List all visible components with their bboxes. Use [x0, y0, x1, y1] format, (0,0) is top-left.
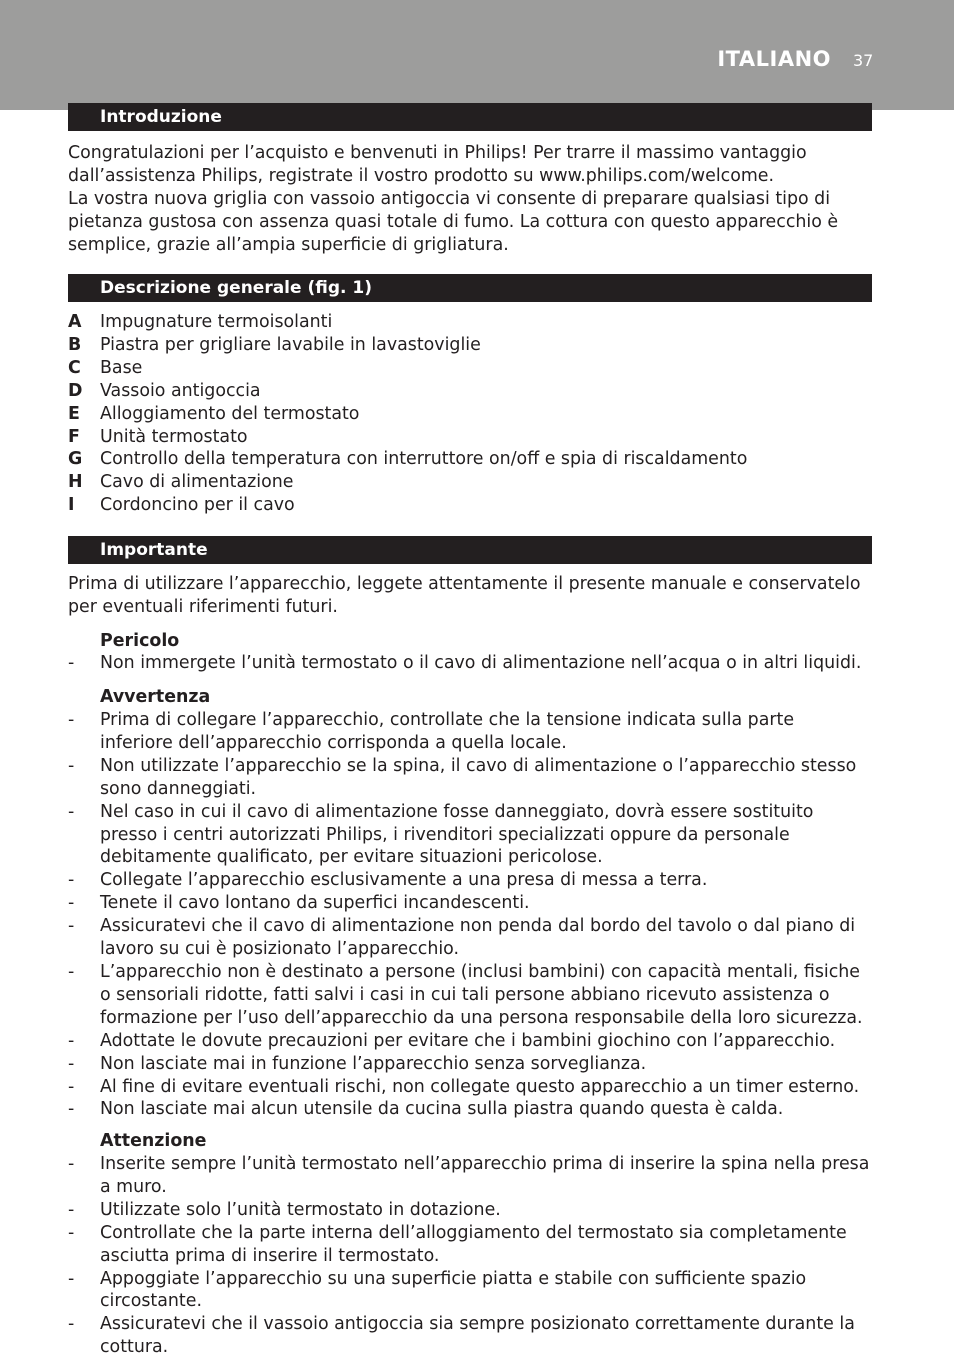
section-title-overview: Descrizione generale (fig. 1): [68, 274, 872, 302]
bullet-text: Inserite sempre l’unità termostato nell’apparecchio prima di inserire la spina nella presa a muro.: [100, 1154, 870, 1197]
bullet-text: L’apparecchio non è destinato a persone (inclusi bambini) con capacità mentali, fisiche o sensoriali ridotte, fatti salvi i casi in cui tali persone abbiano ricevuto assistenza o formazione per l’uso dell’apparecchio da una persona responsabile della loro sicurezza.: [100, 961, 863, 1028]
caution-item: [68, 1199, 872, 1222]
section-title-important: Importante: [68, 536, 872, 564]
bullet-dash: -: [68, 893, 75, 914]
danger-heading: Pericolo: [100, 631, 180, 651]
bullet-dash: -: [68, 1030, 75, 1051]
caution-item: [68, 1313, 872, 1359]
bullet-dash: -: [68, 801, 75, 822]
warning-item: [68, 869, 872, 892]
warning-list: [68, 709, 872, 1121]
caution-item: [68, 1153, 872, 1199]
warning-item: [68, 892, 872, 915]
intro-paragraph: Congratulazioni per l’acquisto e benvenuti in Philips! Per trarre il massimo vantaggio dall’assistenza Philips, registrate il vostro prodotto su www.philips.com/welcome.: [68, 143, 807, 186]
item-text: Cordoncino per il cavo: [100, 495, 295, 516]
bullet-text: Al fine di evitare eventuali rischi, non collegate questo apparecchio a un timer esterno.: [100, 1076, 860, 1097]
bullet-dash: -: [68, 653, 75, 673]
caution-heading: Attenzione: [100, 1131, 207, 1151]
overview-item: [68, 403, 872, 426]
item-letter: H: [68, 472, 83, 493]
bullet-text: Nel caso in cui il cavo di alimentazione fosse danneggiato, dovrà essere sostituito presso i centri autorizzati Philips, i rivenditori specializzati oppure da personale debitamente qualificato, per evitare situazioni pericolose.: [100, 801, 814, 868]
bullet-dash: -: [68, 1222, 75, 1243]
bullet-text: Assicuratevi che il cavo di alimentazione non penda dal bordo del tavolo o dal piano di lavoro su cui è posizionato l’apparecchio.: [100, 916, 856, 960]
item-text: Alloggiamento del termostato: [100, 403, 360, 424]
overview-item: [68, 471, 872, 494]
bullet-text: Assicuratevi che il vassoio antigoccia sia sempre posizionato correttamente durante la cottura.: [100, 1314, 855, 1358]
warning-item: [68, 961, 872, 1030]
item-letter: I: [68, 495, 75, 516]
overview-item: [68, 334, 872, 357]
item-text: Vassoio antigoccia: [100, 380, 261, 401]
item-letter: E: [68, 403, 80, 424]
bullet-dash: -: [68, 1268, 75, 1289]
warning-item: [68, 1053, 872, 1076]
bullet-text: Tenete il cavo lontano da superfici incandescenti.: [100, 893, 530, 914]
overview-item: [68, 311, 872, 334]
intro-text: [68, 142, 868, 257]
overview-item: [68, 357, 872, 380]
section-title-intro: Introduzione: [68, 103, 872, 131]
intro-paragraph: La vostra nuova griglia con vassoio antigoccia vi consente di preparare qualsiasi tipo di pietanza gustosa con assenza quasi totale di fumo. La cottura con questo apparecchio è semplice, grazie all’ampia superficie di grigliatura.: [68, 188, 839, 255]
item-letter: B: [68, 334, 82, 355]
warning-item: [68, 915, 872, 961]
bullet-dash: -: [68, 755, 75, 776]
bullet-dash: -: [68, 710, 75, 730]
overview-item: [68, 380, 872, 403]
bullet-text: Adottate le dovute precauzioni per evitare che i bambini giochino con l’apparecchio.: [100, 1030, 836, 1051]
bullet-dash: -: [68, 870, 75, 891]
danger-item: [68, 652, 872, 675]
danger-list: [68, 652, 872, 675]
bullet-text: Non immergete l’unità termostato o il cavo di alimentazione nell’acqua o in altri liquidi.: [100, 653, 862, 673]
item-letter: A: [68, 312, 82, 332]
item-text: Impugnature termoisolanti: [100, 312, 333, 332]
overview-item: [68, 448, 872, 471]
bullet-text: Controllate che la parte interna dell’alloggiamento del termostato sia completamente asciutta prima di inserire il termostato.: [100, 1222, 847, 1266]
bullet-text: Non lasciate mai alcun utensile da cucina sulla piastra quando questa è calda.: [100, 1099, 784, 1120]
bullet-text: Prima di collegare l’apparecchio, controllate che la tensione indicata sulla parte inferiore dell’apparecchio corrisponda a quella locale.: [100, 710, 795, 753]
warning-item: [68, 801, 872, 870]
item-letter: C: [68, 357, 81, 378]
item-text: Unità termostato: [100, 426, 248, 447]
item-text: Piastra per grigliare lavabile in lavastoviglie: [100, 334, 481, 355]
caution-item: [68, 1268, 872, 1314]
overview-item: [68, 494, 872, 517]
bullet-dash: -: [68, 1199, 75, 1220]
overview-list: [68, 311, 872, 517]
bullet-dash: -: [68, 1099, 75, 1120]
warning-item: [68, 1076, 872, 1099]
bullet-text: Collegate l’apparecchio esclusivamente a una presa di messa a terra.: [100, 870, 708, 891]
warning-item: [68, 1030, 872, 1053]
bullet-dash: -: [68, 961, 75, 982]
bullet-text: Utilizzate solo l’unità termostato in dotazione.: [100, 1199, 501, 1220]
bullet-dash: -: [68, 1053, 75, 1074]
language-label: ITALIANO: [717, 47, 831, 71]
bullet-dash: -: [68, 1076, 75, 1097]
warning-item: [68, 709, 872, 755]
warning-item: [68, 755, 872, 801]
bullet-dash: -: [68, 1154, 75, 1174]
item-text: Base: [100, 357, 143, 378]
item-letter: F: [68, 426, 80, 447]
bullet-text: Non lasciate mai in funzione l’apparecchio senza sorveglianza.: [100, 1053, 647, 1074]
header-band: [0, 0, 954, 110]
bullet-text: Appoggiate l’apparecchio su una superficie piatta e stabile con sufficiente spazio circostante.: [100, 1268, 807, 1312]
bullet-dash: -: [68, 1314, 75, 1335]
bullet-dash: -: [68, 916, 75, 937]
overview-item: [68, 426, 872, 449]
item-letter: G: [68, 449, 83, 470]
item-text: Controllo della temperatura con interruttore on/off e spia di riscaldamento: [100, 449, 748, 470]
item-text: Cavo di alimentazione: [100, 472, 294, 493]
important-intro: Prima di utilizzare l’apparecchio, leggete attentamente il presente manuale e conservatelo per eventuali riferimenti futuri.: [68, 574, 861, 617]
caution-item: [68, 1222, 872, 1268]
warning-item: [68, 1098, 872, 1121]
page-number: 37: [853, 51, 874, 70]
caution-list: [68, 1153, 872, 1359]
bullet-text: Non utilizzate l’apparecchio se la spina, il cavo di alimentazione o l’apparecchio stesso sono danneggiati.: [100, 755, 857, 799]
warning-heading: Avvertenza: [100, 687, 211, 707]
item-letter: D: [68, 380, 83, 401]
